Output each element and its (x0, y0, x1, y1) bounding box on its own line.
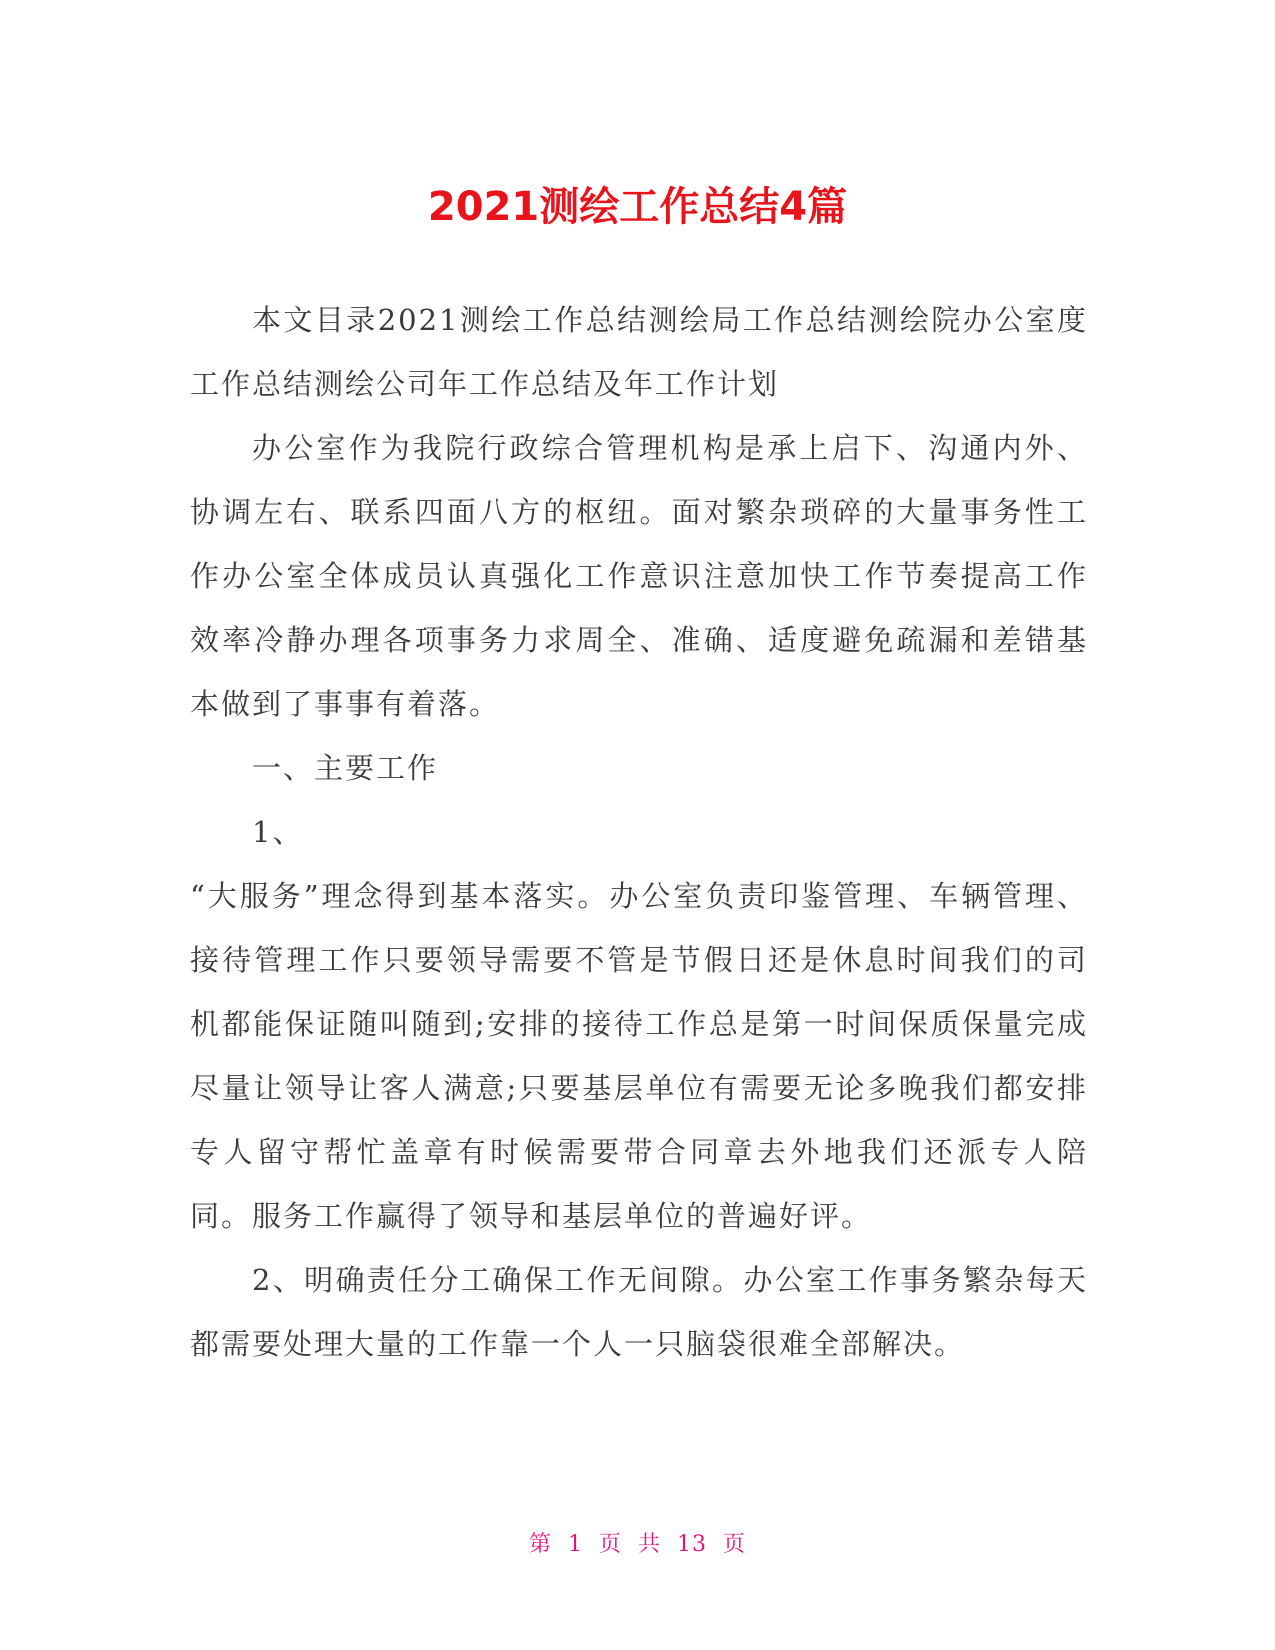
footer-label-di: 第 (528, 1532, 552, 1557)
footer-total-pages: 13 (677, 1532, 708, 1557)
section-heading-main-work: 一、主要工作 (252, 751, 439, 785)
paragraph-intro: 办公室作为我院行政综合管理机构是承上启下、沟通内外、协调左右、联系四面八方的枢纽。面对繁杂琐碎的大量事务性工作办公室全体成员认真强化工作意识注意加快工作节奏提高工作效率冷静办理各项事务力求周全、准确、适度避免疏漏和差错基本做到了事事有着落。 (190, 431, 1088, 721)
page-footer (0, 1530, 1275, 1560)
footer-current-page: 1 (567, 1532, 583, 1557)
document-body (190, 288, 1088, 1376)
paragraph-service: “大服务”理念得到基本落实。办公室负责印鉴管理、车辆管理、接待管理工作只要领导需要不管是节假日还是休息时间我们的司机都能保证随叫随到;安排的接待工作总是第一时间保质保量完成尽量让领导让客人满意;只要基层单位有需要无论多晚我们都安排专人留守帮忙盖章有时候需要带合同章去外地我们还派专人陪同。服务工作赢得了领导和基层单位的普遍好评。 (190, 879, 1088, 1233)
footer-label-ye: 页 (598, 1532, 622, 1557)
footer-label-gong: 共 (638, 1532, 662, 1557)
document-title: 2021测绘工作总结4篇 (427, 183, 848, 230)
paragraph-responsibility: 2、明确责任分工确保工作无间隙。办公室工作事务繁杂每天都需要处理大量的工作靠一个人一只脑袋很难全部解决。 (190, 1263, 1088, 1361)
list-number-1: 1、 (252, 815, 304, 849)
paragraph-toc: 本文目录2021测绘工作总结测绘局工作总结测绘院办公室度工作总结测绘公司年工作总结及年工作计划 (190, 303, 1088, 401)
footer-label-ye2: 页 (723, 1532, 747, 1557)
